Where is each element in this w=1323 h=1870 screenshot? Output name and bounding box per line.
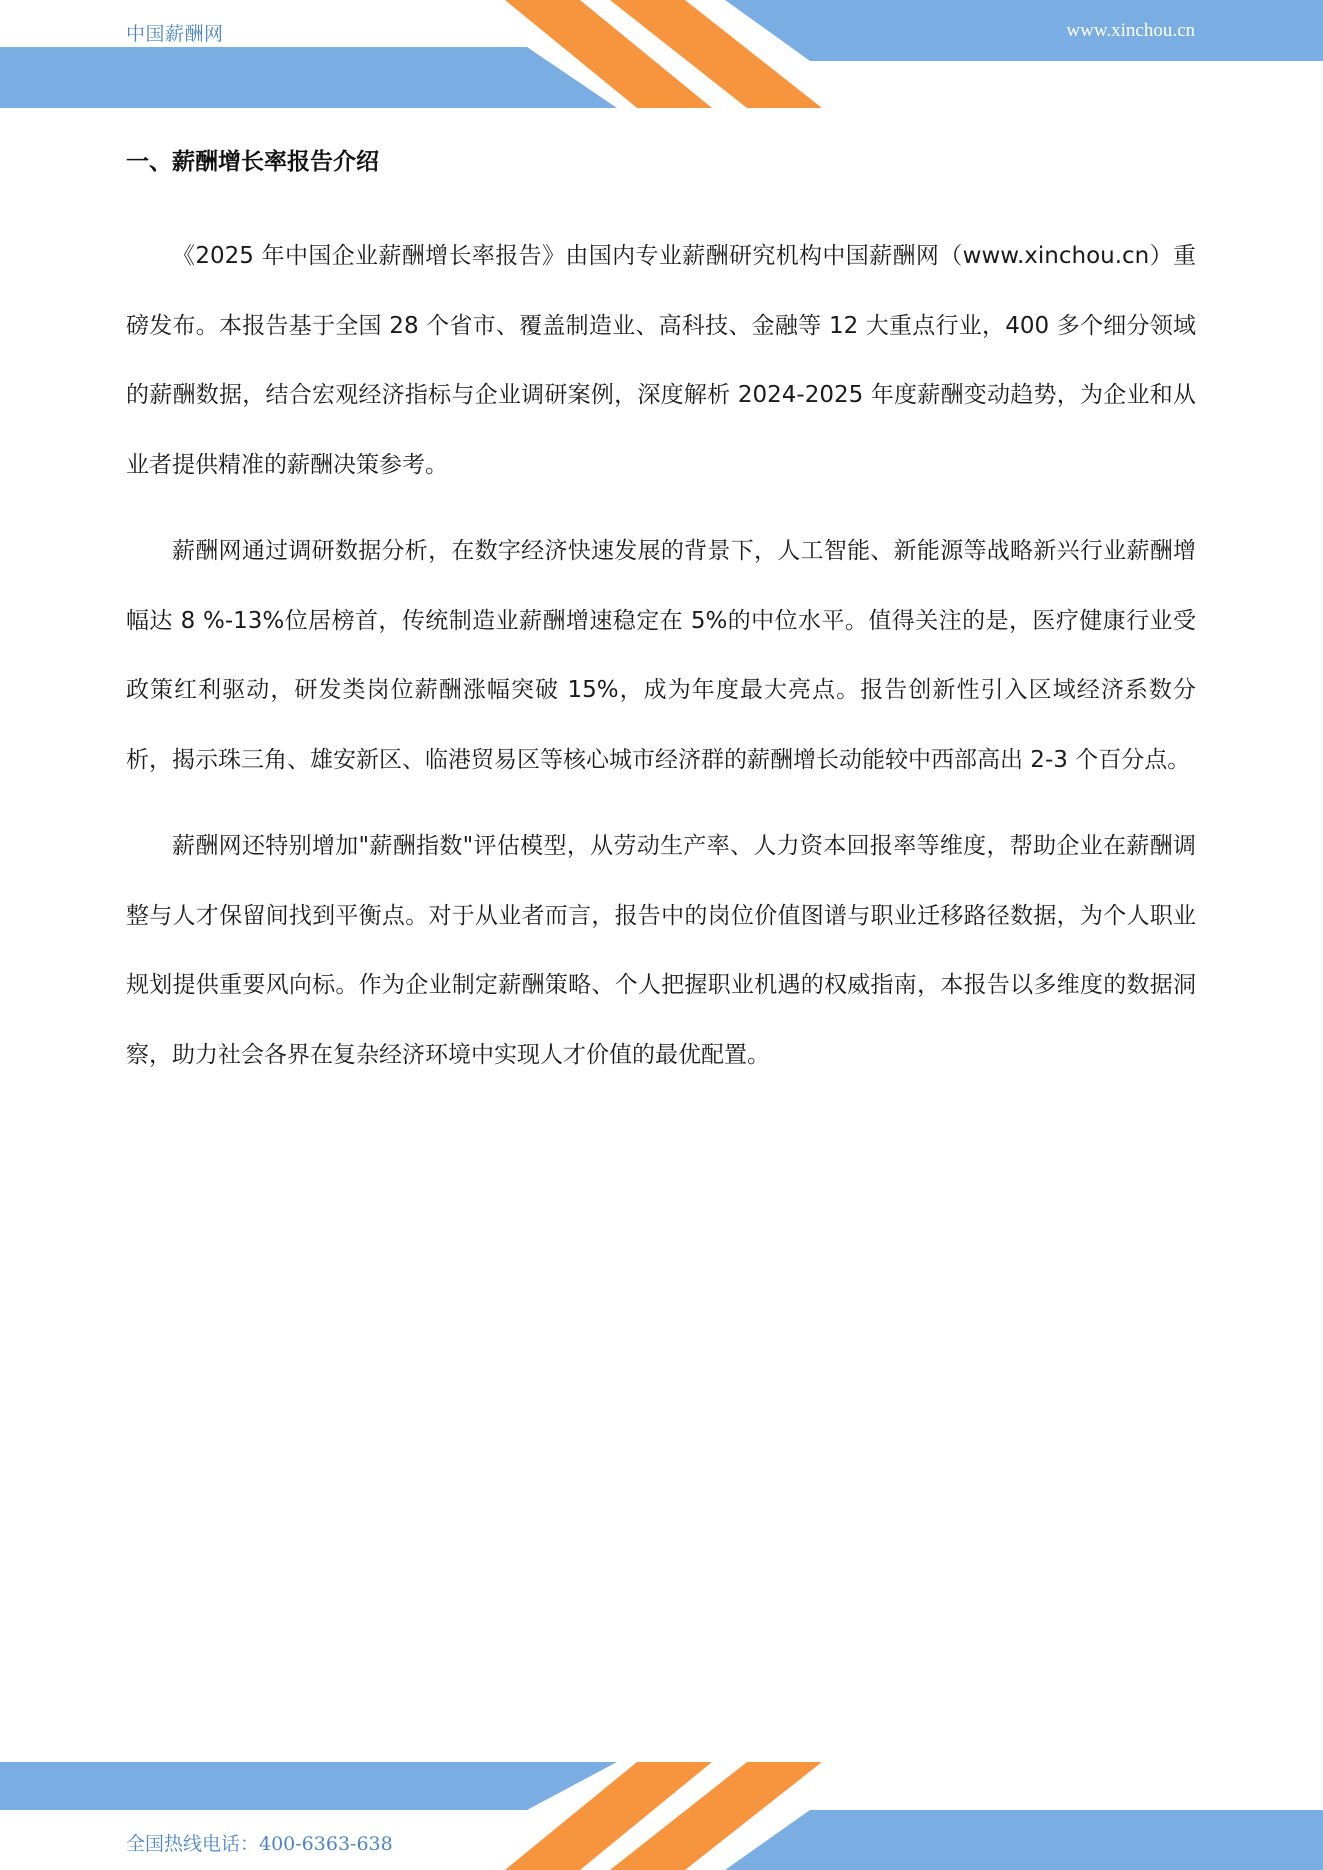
site-url[interactable]: www.xinchou.cn [1066, 20, 1195, 41]
paragraph-analysis: 薪酬网通过调研数据分析，在数字经济快速发展的背景下，人工智能、新能源等战略新兴行业薪酬增幅达 8 %-13%位居榜首，传统制造业薪酬增速稳定在 5%的中位水平。值得关注的是，医疗健康行业受政策红利驱动，研发类岗位薪酬涨幅突破 15%，成为年度最大亮点。报告创新性引入区域经济系数分析，揭示珠三角、雄安新区、临港贸易区等核心城市经济群的薪酬增长动能较中西部高出 2-3 个百分点。 [126, 538, 1196, 773]
hotline-text: 全国热线电话：400-6363-638 [126, 1833, 393, 1855]
header-banner [0, 0, 1323, 110]
header-blue-band-left [0, 47, 617, 108]
paragraph-index-model: 薪酬网还特别增加"薪酬指数"评估模型，从劳动生产率、人力资本回报率等维度，帮助企业在薪酬调整与人才保留间找到平衡点。对于从业者而言，报告中的岗位价值图谱与职业迁移路径数据，为个人职业规划提供重要风向标。作为企业制定薪酬策略、个人把握职业机遇的权威指南，本报告以多维度的数据洞察，助力社会各界在复杂经济环境中实现人才价值的最优配置。 [126, 833, 1196, 1068]
header-blue-band-right [725, 0, 1323, 61]
paragraph-intro: 《2025 年中国企业薪酬增长率报告》由国内专业薪酬研究机构中国薪酬网（www.xinchou.cn）重磅发布。本报告基于全国 28 个省市、覆盖制造业、高科技、金融等 12 大重点行业，400 多个细分领域的薪酬数据，结合宏观经济指标与企业调研案例，深度解析 2024-2025 年度薪酬变动趋势，为企业和从业者提供精准的薪酬决策参考。 [126, 243, 1196, 478]
footer-blue-band-right [725, 1810, 1323, 1870]
section-title: 一、薪酬增长率报告介绍 [126, 149, 379, 175]
footer-blue-band-left [0, 1762, 617, 1810]
document-body [126, 140, 1196, 1107]
header-decoration [0, 0, 1323, 110]
site-name: 中国薪酬网 [126, 23, 224, 45]
